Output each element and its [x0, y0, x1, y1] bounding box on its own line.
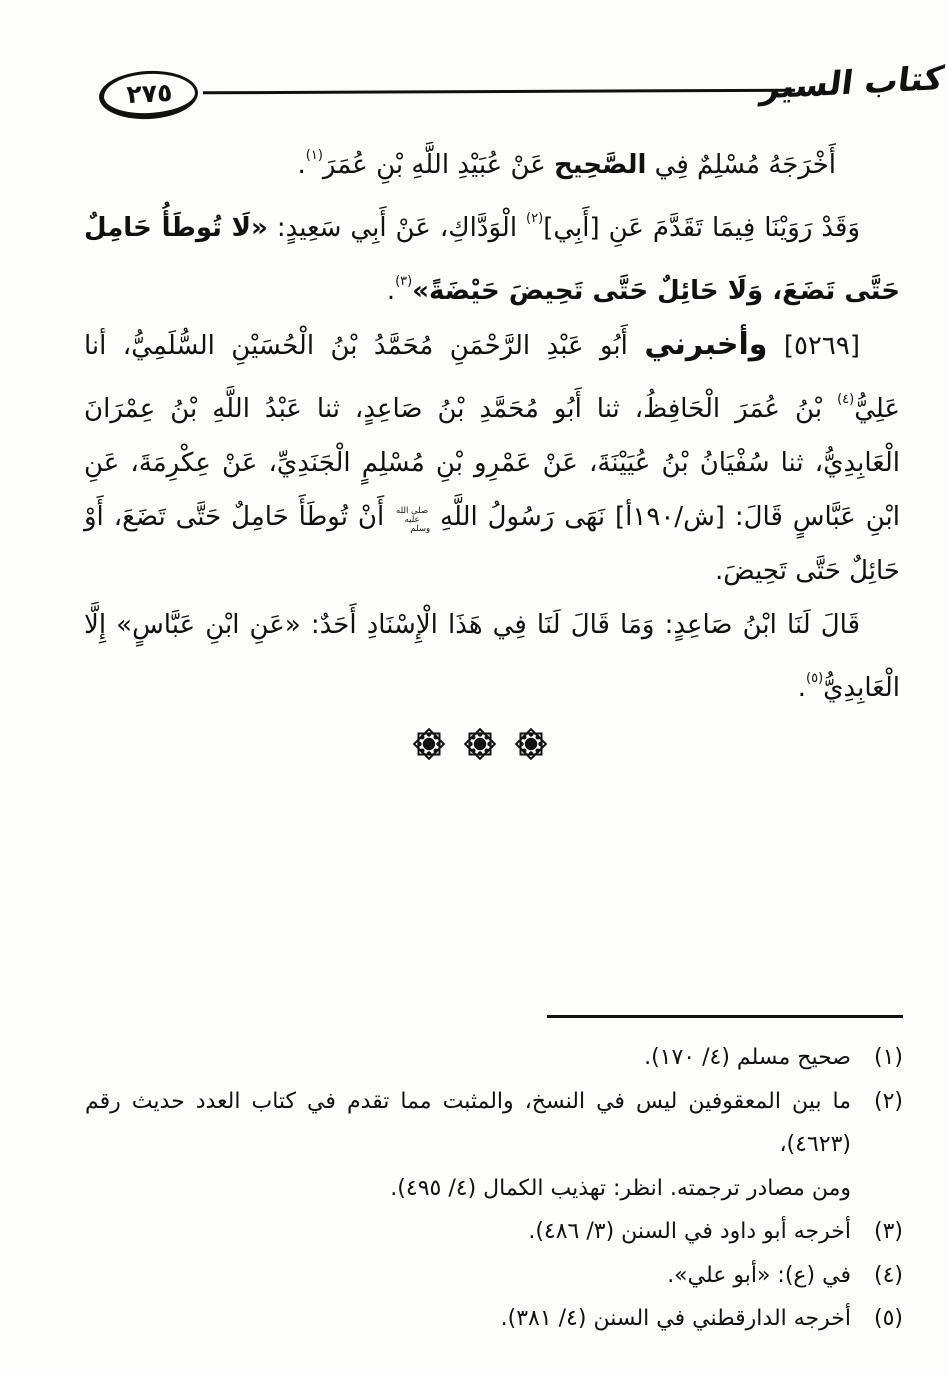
text-run: الْوَدَّاكِ، عَنْ أَبِي سَعِيدٍ: [267, 213, 527, 243]
text-run: بْنُ عُمَرَ الْحَافِظُ، ثنا أَبُو مُحَمَّدِ بْنُ صَاعِدٍ، ثنا عَبْدُ اللَّهِ بْنُ عِمْرَانَ [84, 394, 838, 424]
body-line-3 [84, 255, 900, 318]
page-number-badge [98, 68, 199, 121]
text-run: وَقَدْ رَوَيْنَا فِيمَا تَقَدَّمَ عَنِ [أَبِي] [543, 213, 860, 243]
footnote-number: (٤) [873, 1262, 903, 1288]
body-line-7 [84, 490, 900, 544]
section-divider-ornament [6, 724, 947, 764]
text-run: أَبُو عَبْدِ الرَّحْمَنِ مُحَمَّدُ بْنُ الْحُسَيْنِ السُّلَمِيُّ، أنا [84, 331, 645, 361]
main-text-block [84, 129, 900, 715]
footnote-text: صحيح مسلم (٤/ ١٧٠). [644, 1045, 851, 1070]
footnote-text: في (ع): «أبو علي». [667, 1262, 851, 1288]
text-run: حَائِلٌ حَتَّى تَحِيضَ. [714, 556, 900, 586]
footnote-text: ومن مصادر ترجمته. انظر: تهذيب الكمال (٤/ ٤٩٥). [390, 1175, 851, 1201]
header-rule [203, 89, 795, 95]
text-run: الْعَابِدِيُّ، ثنا سُفْيَانُ بْنُ عُيَيْنَةَ، عَنْ عَمْرِو بْنِ مُسْلِمٍ الْجَنَدِيِّ، عَنْ عِكْرِمَةَ، عَنِ [84, 448, 900, 478]
rosette-icon [460, 724, 500, 764]
hadith-quote-bold: حَتَّى تَضَعَ، وَلَا حَائِلٌ حَتَّى تَحِيضَ حَيْضَةً» [412, 276, 900, 306]
footnote-1 [85, 1036, 903, 1080]
narration-verb-calligraphy: وأخبرني [644, 327, 768, 362]
body-line-5 [84, 373, 900, 436]
rosette-icon [409, 724, 449, 764]
footnote-number: (٢) [873, 1088, 903, 1114]
page-number: ٢٧٥ [125, 77, 174, 110]
footnote-text: أخرجه أبو داود في السنن (٣/ ٤٨٦). [528, 1219, 851, 1244]
saw-honorific-icon: صلى الله عليه وسلم [396, 506, 431, 534]
text-run: . [297, 150, 306, 180]
body-line-6 [84, 436, 900, 490]
footnote-number: (٥) [873, 1306, 903, 1331]
text-run: أَخْرَجَهُ مُسْلِمٌ فِي [646, 150, 836, 180]
footnote-number: (٣) [873, 1219, 903, 1244]
text-run: قَالَ لَنَا ابْنُ صَاعِدٍ: وَمَا قَالَ لَنَا فِي هَذَا الْإِسْنَادِ أَحَدٌ: «عَنِ ابْنِ عَبَّاسٍ» إِلَّا [84, 610, 860, 640]
body-line-2 [84, 192, 900, 255]
footnote-ref-3: (٣) [395, 274, 413, 289]
hadith-number: [٥٢٦٩] [767, 331, 860, 361]
body-line-10 [84, 652, 900, 715]
footnote-2 [85, 1080, 903, 1211]
footnote-ref-4: (٤) [837, 392, 855, 407]
footnote-3 [85, 1210, 903, 1254]
body-line-8 [84, 544, 900, 598]
book-title-calligraphy: كتاب السير [758, 58, 947, 107]
body-line-9 [84, 598, 900, 652]
body-line-1 [84, 129, 900, 192]
footnote-ref-1: (١) [305, 148, 323, 163]
footnote-ref-2: (٢) [526, 211, 544, 226]
rosette-icon [511, 724, 551, 764]
text-run: أَنْ تُوطَأَ حَامِلٌ حَتَّى تَضَعَ، أَوْ [84, 502, 395, 532]
text-run: عَلِيُّ [854, 394, 900, 424]
text-run: عَنْ عُبَيْدِ اللَّهِ بْنِ عُمَرَ [322, 150, 555, 180]
text-run: ابْنِ عَبَّاسٍ قَالَ: [ش/١٩٠أ] نَهَى رَسُولُ اللَّهِ [430, 502, 900, 532]
footnote-ref-5: (٥) [806, 671, 824, 686]
footnote-text: ما بين المعقوفين ليس في النسخ، والمثبت مما تقدم في كتاب العدد حديث رقم (٤٦٢٣)، [85, 1088, 851, 1157]
footnotes-section [85, 1015, 903, 1341]
text-run: . [386, 276, 396, 306]
text-run: . [797, 673, 806, 703]
footnote-text: أخرجه الدارقطني في السنن (٤/ ٣٨١). [500, 1306, 851, 1331]
footnote-5 [85, 1297, 903, 1341]
text-run-bold: الصَّحِيح [554, 150, 647, 180]
footnote-separator-rule [547, 1015, 903, 1018]
footnote-4 [85, 1254, 903, 1298]
hadith-quote-bold: «لَا تُوطَأُ حَامِلٌ [84, 213, 268, 243]
text-run: الْعَابِدِيُّ [823, 673, 900, 703]
body-line-4 [84, 318, 900, 373]
footnote-number: (١) [873, 1045, 903, 1070]
